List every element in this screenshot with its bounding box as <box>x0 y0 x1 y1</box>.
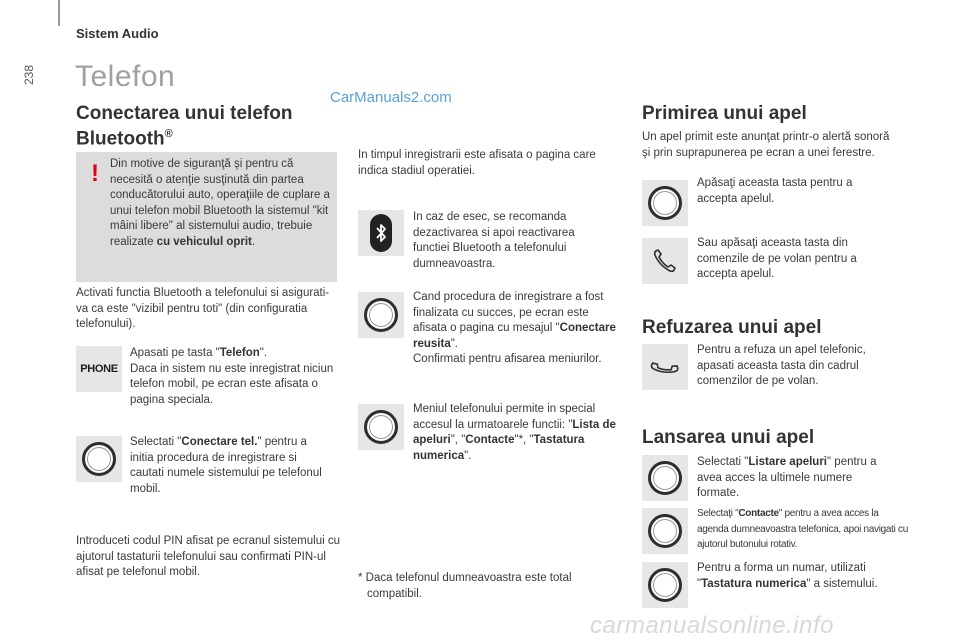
phone-handset-icon <box>642 238 688 284</box>
select-connect-text: Selectati "Conectare tel." pentru a initia procedura de inregistrare si cautati numele sistemului pe telefonul mobil. <box>130 436 322 495</box>
pin-text: Introduceti codul PIN afisat pe ecranul sistemului cu ajutorul tastaturii telefonului sau confirmati PIN-ul afisat pe telefonul mobil. <box>76 535 340 578</box>
rotary-knob-icon <box>358 292 404 338</box>
failure-text: In caz de esec, se recomanda dezactivarea si apoi reactivarea functiei Bluetooth a telefonului dumneavoastra. <box>413 211 575 270</box>
page-number: 238 <box>22 64 36 86</box>
rotary-knob-icon <box>642 180 688 226</box>
contacts-text: Selectaţi "Contacte" pentru a avea acces la agenda dumneavoastra telefonica, apoi navigati cu ajutorul butonului rotativ. <box>697 508 909 550</box>
registered-mark: ® <box>164 128 173 140</box>
header-divider <box>58 0 60 26</box>
heading-receive-call: Primirea unui apel <box>642 103 807 124</box>
bluetooth-icon <box>358 210 404 256</box>
warning-text: Din motive de siguranţă şi pentru că necesită o atenţie susţinută din partea conducătorului auto, operaţiile de cuplare a unui telefon mobil Bluetooth la sistemul "kit mâini libere" al sistemului audio, trebuie realizate cu vehiculul oprit. <box>110 158 330 248</box>
watermark-top: CarManuals2.com <box>330 89 452 106</box>
rotary-knob-icon <box>642 508 688 554</box>
menu-functions-text: Meniul telefonului permite in special accesul la urmatoarele functii: "Lista de apeluri", "Contacte"*, "Tastatura numerica". <box>413 403 616 462</box>
keypad-text: Pentru a forma un numar, utilizati "Tastatura numerica" a sistemului. <box>697 562 878 590</box>
accept-wheel-text: Sau apăsaţi aceasta tasta din comenzile de pe volan pentru a accepta apelul. <box>697 237 857 280</box>
heading-bluetooth-line1: Conectarea unui telefon <box>76 103 293 124</box>
receive-intro: Un apel primit este anunţat printr-o alertă sonoră şi prin suprapunerea pe ecran a unei ferestre. <box>642 131 890 159</box>
watermark-bottom: carmanualsonline.info <box>590 612 834 639</box>
refuse-text: Pentru a refuza un apel telefonic, apasati aceasta tasta din cadrul comenzilor de pe volan. <box>697 344 866 387</box>
heading-refuse-call: Refuzarea unui apel <box>642 317 822 338</box>
heading-make-call: Lansarea unui apel <box>642 427 815 448</box>
rotary-knob-icon <box>76 436 122 482</box>
footnote: * Daca telefonul dumneavoastra este total compatibil. <box>358 572 572 600</box>
call-list-text: Selectati "Listare apeluri" pentru a avea acces la ultimele numere formate. <box>697 456 877 499</box>
rotary-knob-icon <box>642 455 688 501</box>
warning-icon: ! <box>91 160 99 187</box>
phone-handset-icon <box>642 344 688 390</box>
activate-bluetooth-text: Activati functia Bluetooth a telefonului si asigurati-va ca este "vizibil pentru toti" (din configuratia telefonului). <box>76 287 330 330</box>
rotary-knob-icon <box>358 404 404 450</box>
accept-press-text: Apăsaţi aceasta tasta pentru a accepta apelul. <box>697 177 853 205</box>
page-title: Telefon <box>75 60 176 93</box>
phone-button-icon <box>76 346 122 392</box>
heading-bluetooth <box>76 104 346 149</box>
rotary-knob-icon <box>642 562 688 608</box>
phone-button-label: PHONE <box>80 363 118 375</box>
section-header: Sistem Audio <box>76 26 159 41</box>
registration-intro: In timpul inregistrarii este afisata o pagina care indica stadiul operatiei. <box>358 149 596 177</box>
phone-step-text: Apasati pe tasta "Telefon". Daca in sistem nu este inregistrat niciun telefon mobil, pe ecran este afisata o pagina speciala. <box>130 347 334 406</box>
success-text: Cand procedura de inregistrare a fost finalizata cu succes, pe ecran este afisata o pagina cu mesajul "Conectare reusita". Confirmati pentru afisarea meniurilor. <box>413 291 616 365</box>
heading-bluetooth-line2: Bluetooth <box>76 128 165 150</box>
